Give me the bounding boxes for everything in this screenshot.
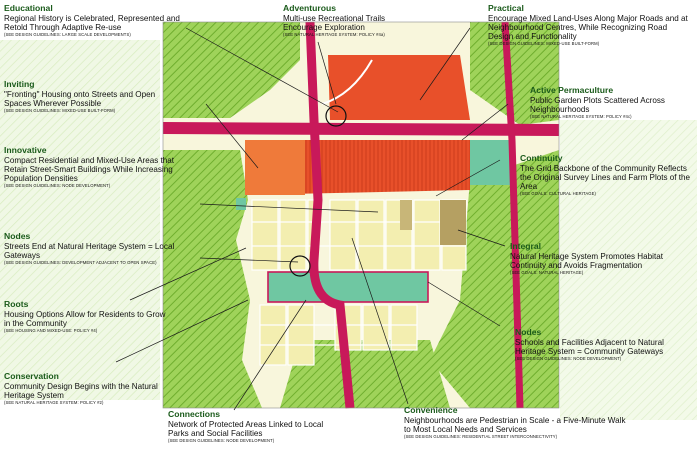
facility-block-1 [440,200,466,245]
annotation-body: Regional History is Celebrated, Represented and Retold Through Adaptive Re-use [4,13,180,32]
annotation-ref: (SEE NATURAL HERITAGE SYSTEM: POLICY #4c) [530,113,632,119]
annotation-body: Network of Protected Areas Linked to Local Parks and Social Facilities [168,419,324,438]
facility-block-2 [400,200,412,230]
annotation-integral [510,242,694,275]
open-space-central [268,272,428,302]
annotation-ref: (SEE DESIGN GUIDELINES: NODE DEVELOPMENT) [4,182,111,188]
annotation-body: Schools and Facilities Adjacent to Natural Heritage System = Community Gateways [515,337,664,356]
annotation-ref: (SEE DESIGN GUIDELINES: MIXED-USE BUILT-FORM) [488,40,600,46]
open-space-northeast [470,140,512,185]
annotation-body: Streets End at Natural Heritage System = Local Gateways [4,241,175,260]
annotation-body: "Fronting" Housing onto Streets and Open Spaces Wherever Possible [4,89,156,108]
annotation-ref: (SEE NATURAL HERITAGE SYSTEM: POLICY #4a) [283,31,385,37]
annotation-inviting [4,80,182,113]
annotation-ref: (SEE DESIGN GUIDELINES: RESIDENTIAL STREET INTERCONNECTIVITY) [404,433,558,439]
annotation-innovative [4,146,182,189]
annotation-ref: (SEE DESIGN GUIDELINES: MIXED-USE BUILT-FORM) [4,107,116,113]
annotation-body: Compact Residential and Mixed-Use Areas that Retain Street-Smart Buildings While Increasing Population Densities [4,155,175,183]
annotation-title: Innovative [4,145,47,155]
annotation-title: Practical [488,3,524,13]
annotation-ref: (SEE DESIGN GUIDELINES: NODE DEVELOPMENT) [515,355,622,361]
annotation-practical [488,4,694,47]
annotation-title: Educational [4,3,53,13]
annotation-conservation [4,372,162,405]
annotation-continuity [520,154,694,197]
annotation-title: Integral [510,241,542,251]
annotation-ref: (SEE NATURAL HERITAGE SYSTEM: POLICY #2) [4,399,104,405]
annotation-title: Continuity [520,153,563,163]
annotation-body: Neighbourhoods are Pedestrian in Scale - a Five-Minute Walk to Most Local Needs and Services [404,415,626,434]
annotation-title: Inviting [4,79,35,89]
annotation-body: Housing Options Allow for Residents to Grow in the Community [4,309,166,328]
annotation-body: Community Design Begins with the Natural Heritage System [4,381,158,400]
annotation-title: Connections [168,409,221,419]
annotation-ref: (SEE GOALS: CULTURAL HERITAGE) [520,190,596,196]
annotation-title: Active Permaculture [530,85,614,95]
annotation-nodes-local-gateways [4,232,182,265]
annotation-educational [4,4,196,37]
annotation-connections [168,410,336,443]
annotation-active-permaculture [530,86,694,119]
annotation-body: Encourage Mixed Land-Uses Along Major Roads and at Neighbourhood Centres, While Recognizing Road Design and Functionality [488,13,688,41]
annotation-title: Conservation [4,371,59,381]
annotation-body: Natural Heritage System Promotes Habitat Continuity and Avoids Fragmentation [510,251,663,270]
arterial-road-east-west [163,128,559,130]
garden-plot [236,198,246,210]
annotation-body: Public Garden Plots Scattered Across Neighbourhoods [530,95,665,114]
annotation-body: The Grid Backbone of the Community Reflects the Original Survey Lines and Farm Plots of the Area [520,163,691,191]
annotation-convenience [404,406,634,439]
annotation-ref: (SEE GOALS: NATURAL HERITAGE) [510,269,584,275]
annotation-ref: (SEE HOUSING AND MIXED-USE: POLICY #4) [4,327,98,333]
annotation-title: Nodes [515,327,542,337]
annotation-ref: (SEE DESIGN GUIDELINES: LARGE SCALE DEVELOPMENTS) [4,31,131,37]
annotation-roots [4,300,166,333]
annotation-ref: (SEE DESIGN GUIDELINES: DEVELOPMENT ADJACENT TO OPEN SPACE) [4,259,157,265]
annotation-adventurous [283,4,411,37]
annotation-title: Roots [4,299,29,309]
mixed-use-west [245,140,305,195]
annotation-nodes-community-gateways [515,328,694,361]
annotation-title: Convenience [404,405,458,415]
annotation-body: Multi-use Recreational Trails Encourage Exploration [283,13,386,32]
annotation-ref: (SEE DESIGN GUIDELINES: NODE DEVELOPMENT) [168,437,275,443]
annotation-title: Adventurous [283,3,336,13]
annotation-title: Nodes [4,231,31,241]
